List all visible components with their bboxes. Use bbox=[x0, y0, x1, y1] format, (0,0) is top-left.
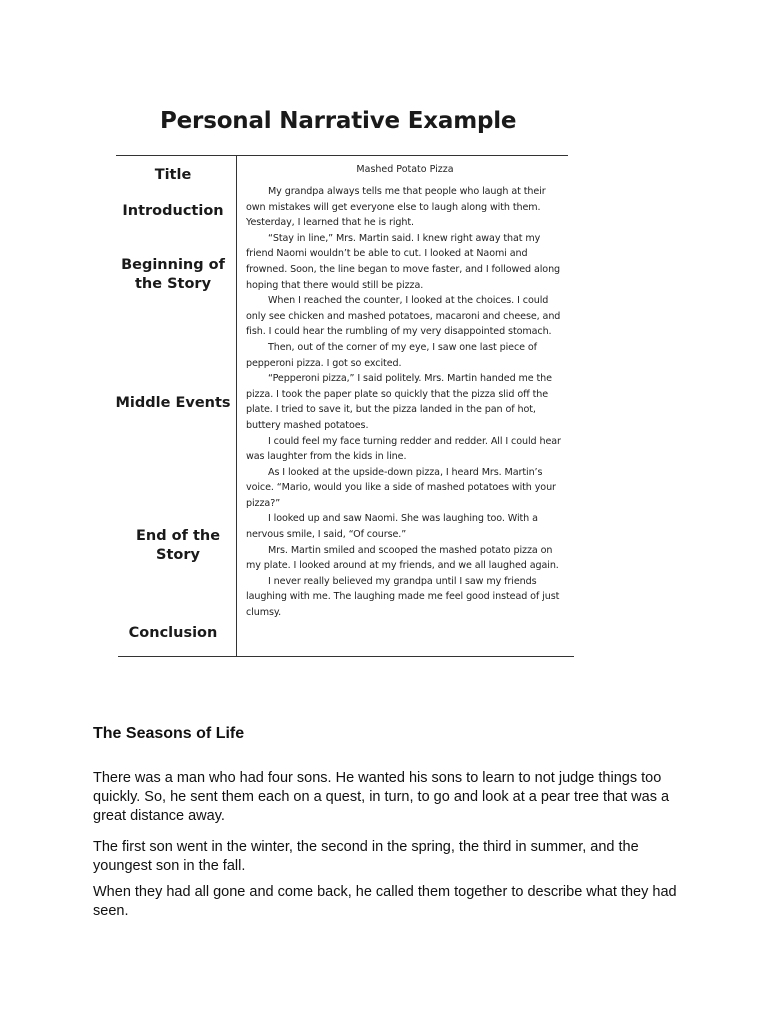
label-title: Title bbox=[154, 167, 192, 183]
label-end: End of the Story bbox=[135, 528, 221, 563]
body-paragraph-text: When they had all gone and come back, he called them together to describe what they had seen. bbox=[93, 884, 677, 919]
label-middle: Middle Events bbox=[115, 395, 231, 411]
story-paragraph: Then, out of the corner of my eye, I saw one last piece of pepperoni pizza. I got so excited. bbox=[246, 341, 537, 369]
story-paragraph: I never really believed my grandpa until I saw my friends laughing with me. The laughing made me feel good instead of just clumsy. bbox=[246, 575, 560, 619]
story-title: Mashed Potato Pizza bbox=[356, 164, 454, 175]
story-paragraph: My grandpa always tells me that people who laugh at their own mistakes will get everyone else to laugh along with them. Yesterday, I learned that he is right. bbox=[246, 186, 546, 229]
body-paragraph bbox=[93, 769, 683, 826]
story-paragraph: I could feel my face turning redder and redder. All I could hear was laughter from the kids in line. bbox=[246, 435, 561, 463]
label-introduction: Introduction bbox=[122, 203, 224, 219]
section-title: The Seasons of Life bbox=[93, 725, 245, 742]
story-paragraph: As I looked at the upside-down pizza, I heard Mrs. Martin’s voice. “Mario, would you like a side of mashed potatoes with your pizza?” bbox=[246, 466, 556, 509]
story-paragraph: “Pepperoni pizza,” I said politely. Mrs. Martin handed me the pizza. I took the paper plate so quickly that the pizza slid off the plate. I tried to save it, but the pizza landed in the pan of hot, buttery mashed potatoes. bbox=[246, 373, 552, 431]
story-paragraph: Mrs. Martin smiled and scooped the mashed potato pizza on my plate. I looked around at my friends, and we all laughed again. bbox=[246, 544, 559, 572]
label-conclusion: Conclusion bbox=[128, 625, 218, 641]
body-paragraph-text: The first son went in the winter, the second in the spring, the third in summer, and the youngest son in the fall. bbox=[93, 839, 639, 874]
body-paragraph bbox=[93, 838, 683, 876]
body-paragraph bbox=[93, 883, 683, 921]
story-paragraph: When I reached the counter, I looked at the choices. I could only see chicken and mashed potatoes, macaroni and cheese, and fish. I could hear the rumbling of my very disappointed stomach. bbox=[246, 295, 561, 338]
label-beginning: Beginning of the Story bbox=[121, 257, 225, 292]
body-paragraph-text: There was a man who had four sons. He wanted his sons to learn to not judge things too quickly. So, he sent them each on a quest, in turn, to go and look at a pear tree that was a great distance away. bbox=[93, 770, 670, 824]
story-paragraph: I looked up and saw Naomi. She was laughing too. With a nervous smile, I said, “Of course.” bbox=[246, 513, 538, 541]
story-paragraph: “Stay in line,” Mrs. Martin said. I knew right away that my friend Naomi wouldn’t be able to cut. I looked at Naomi and frowned. Soon, the line began to move faster, and I followed along hoping that there would still be pizza. bbox=[246, 232, 561, 291]
figure-heading: Personal Narrative Example bbox=[160, 108, 517, 134]
bottom-rule bbox=[118, 656, 574, 657]
story-text bbox=[246, 184, 566, 621]
top-rule bbox=[116, 155, 568, 156]
